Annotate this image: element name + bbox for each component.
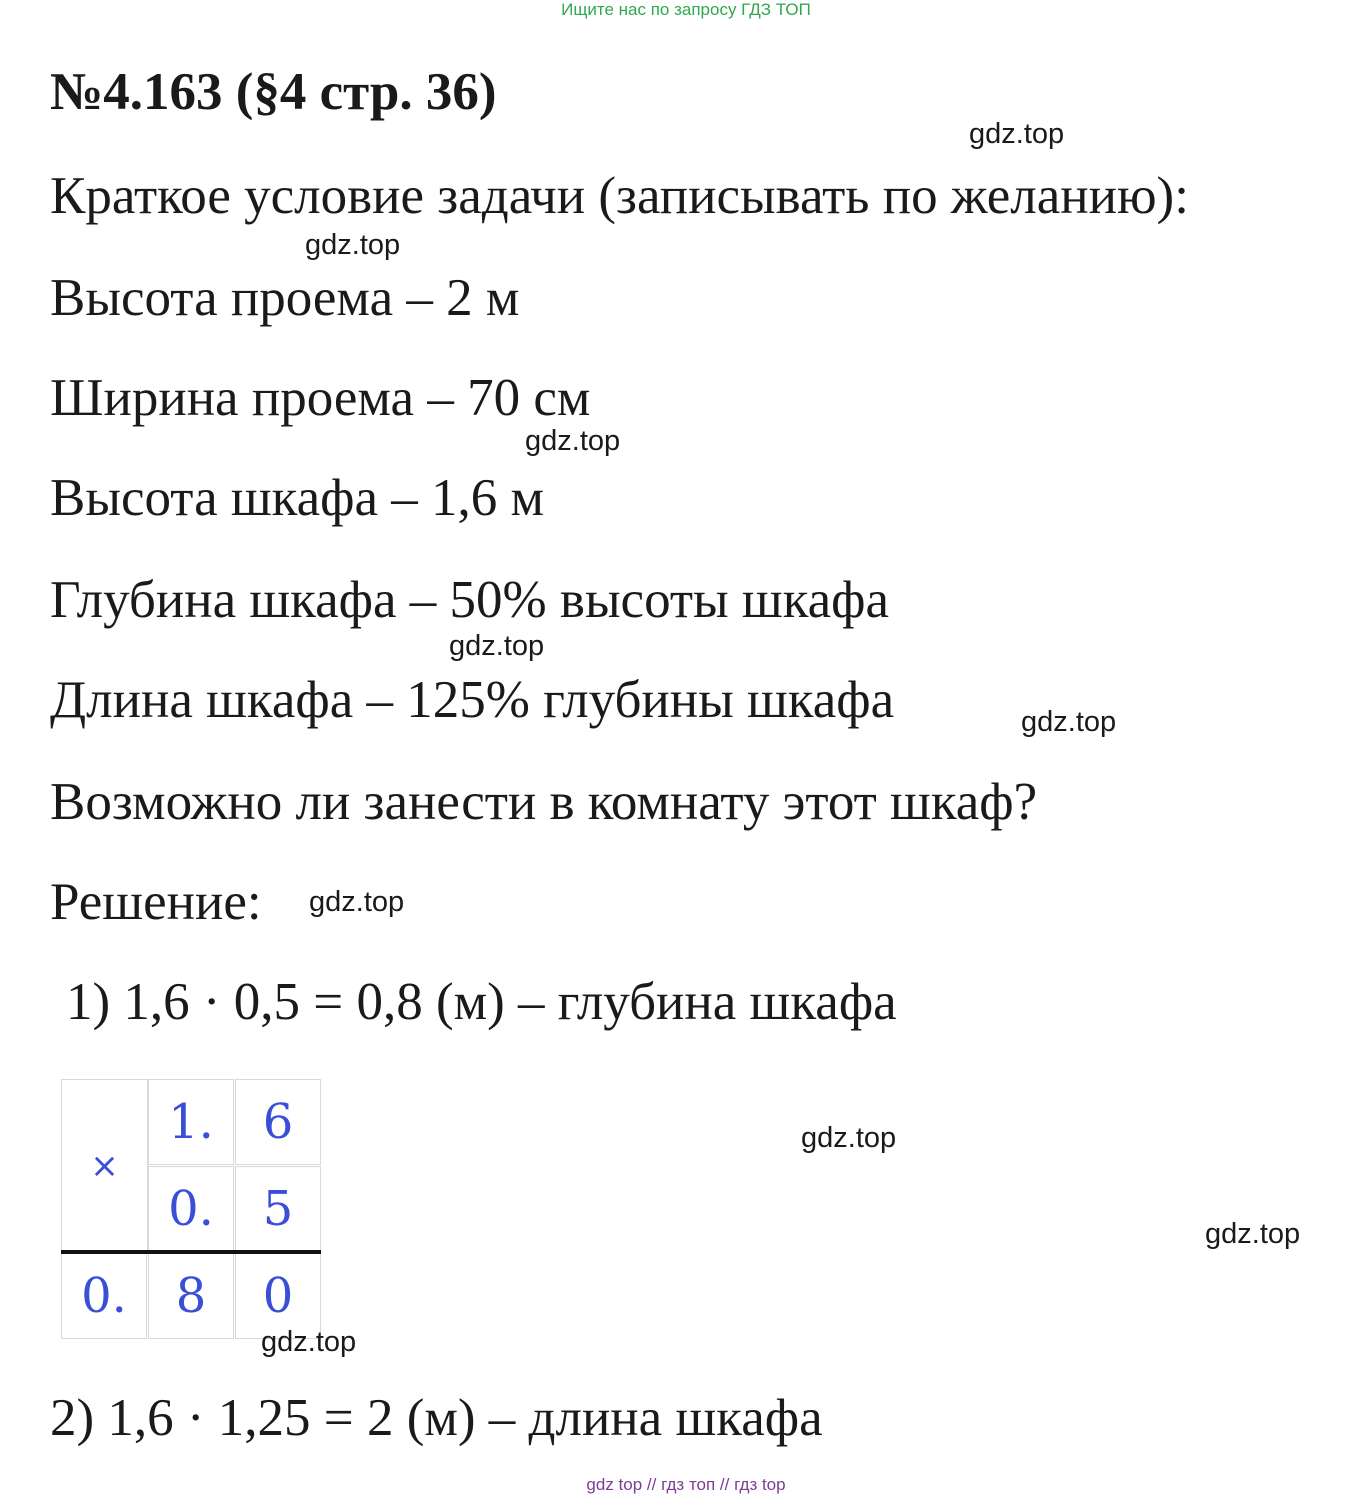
- watermark: gdz.top: [1021, 706, 1117, 738]
- condition-line: Глубина шкафа – 50% высоты шкафа: [50, 571, 890, 629]
- solution-heading: Решение:: [50, 873, 262, 931]
- mult-digit: 6: [235, 1079, 321, 1165]
- watermark: gdz.top: [525, 425, 621, 457]
- solution-step-1: 1) 1,6 · 0,5 = 0,8 (м) – глубина шкафа: [66, 973, 897, 1031]
- mult-digit: 5: [235, 1166, 321, 1252]
- mult-result-digit: 0: [235, 1253, 321, 1339]
- footer-watermark: gdz top // гдз топ // гдз top: [586, 1475, 786, 1494]
- condition-line: Длина шкафа – 125% глубины шкафа: [50, 671, 895, 729]
- mult-digit: 1.: [148, 1079, 234, 1165]
- watermark: gdz.top: [1205, 1218, 1301, 1250]
- condition-question: Возможно ли занести в комнату этот шкаф?: [50, 773, 1038, 831]
- result-divider: [61, 1250, 321, 1254]
- column-multiplication: [61, 1079, 321, 1339]
- condition-heading: Краткое условие задачи (записывать по желанию):: [50, 167, 1189, 225]
- watermark: gdz.top: [261, 1326, 357, 1358]
- watermark: gdz.top: [969, 118, 1065, 150]
- mult-result-digit: 0.: [61, 1253, 147, 1339]
- mult-result-digit: 8: [148, 1253, 234, 1339]
- watermark: gdz.top: [305, 229, 401, 261]
- watermark: gdz.top: [801, 1122, 897, 1154]
- mult-digit: 0.: [148, 1166, 234, 1252]
- condition-line: Ширина проема – 70 см: [50, 369, 591, 427]
- multiply-operator: ×: [61, 1079, 148, 1252]
- condition-line: Высота шкафа – 1,6 м: [50, 469, 545, 527]
- top-banner: Ищите нас по запросу ГДЗ ТОП: [561, 0, 811, 19]
- watermark: gdz.top: [449, 630, 545, 662]
- condition-line: Высота проема – 2 м: [50, 269, 520, 327]
- task-title: №4.163 (§4 стр. 36): [50, 63, 497, 121]
- solution-step-2: 2) 1,6 · 1,25 = 2 (м) – длина шкафа: [50, 1389, 823, 1447]
- watermark: gdz.top: [309, 886, 405, 918]
